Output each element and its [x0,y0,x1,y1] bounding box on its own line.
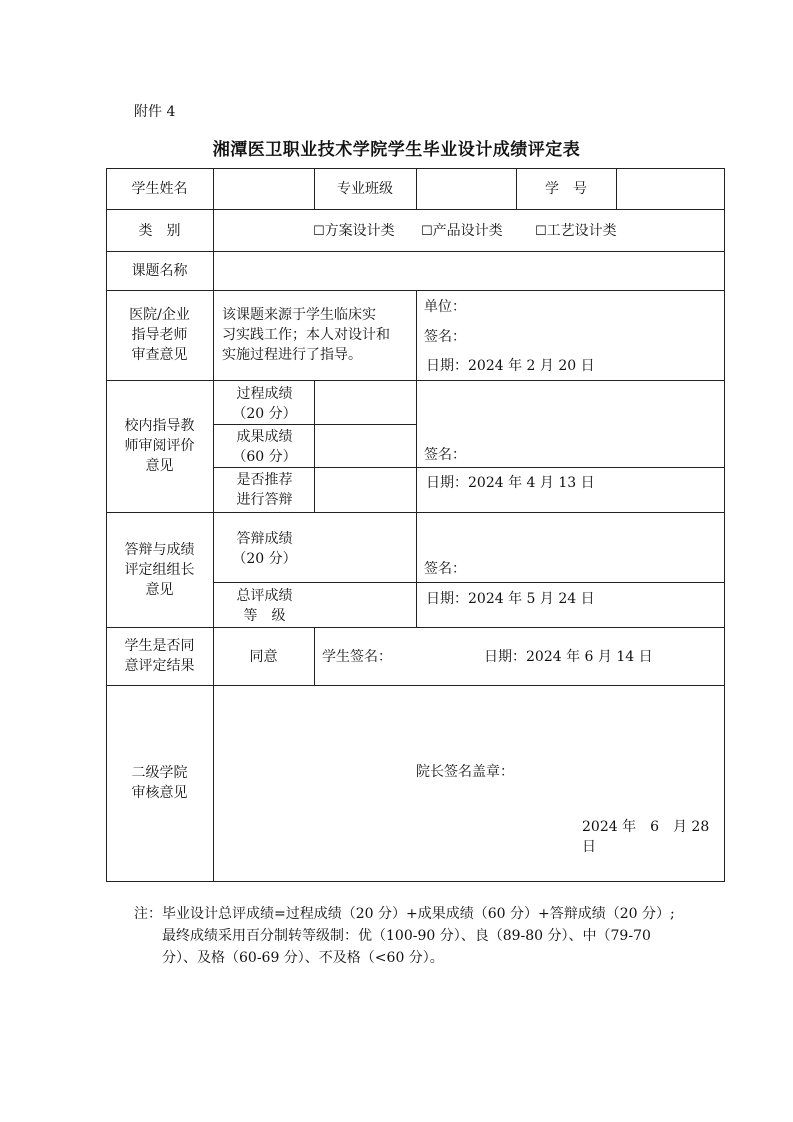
column-divider [416,290,417,380]
text-line: 该课题来源于学生临床实 [222,307,376,323]
category-label: 类 别 [138,223,181,239]
category-option-label: 产品设计类 [432,223,503,239]
student-id-label: 学 号 [545,181,587,197]
evaluation-table [106,168,725,882]
category-option-process[interactable] [535,221,617,242]
label-line: 答辩与成绩 [124,542,195,558]
review-date: 日期：2024 年 4 月 13 日 [426,475,595,491]
page-title: 湘潭医卫职业技术学院学生毕业设计成绩评定表 [212,140,581,160]
label-line: 二级学院 [131,765,188,781]
signature-label: 签名： [424,329,466,345]
recommend-defense-field[interactable] [318,470,414,506]
label-line: （20 分） [232,551,297,567]
category-option-scheme[interactable] [313,221,395,242]
result-score-label [213,427,316,467]
row-divider [106,209,725,210]
dean-signature-label: 院长签名盖章： [416,764,514,780]
label-line: 指导老师 [131,327,188,343]
footnote-line: 分）、及格（60-69 分）、不及格（<60 分）。 [162,950,444,966]
defense-score-field[interactable] [318,518,414,576]
label-line: 审查意见 [131,347,188,363]
category-option-label: 方案设计类 [324,223,395,239]
signature-label: 签名： [424,561,466,577]
checkbox-icon[interactable]: ☐ [313,224,325,239]
category-option-product[interactable] [421,221,503,242]
label-line: 审核意见 [131,785,188,801]
row-divider [106,627,725,628]
sub-row-divider [213,582,725,583]
label-line: 是否推荐 [236,472,293,488]
label-line: 答辩成绩 [236,531,293,547]
defense-review-label [106,540,213,600]
student-name-label: 学生姓名 [131,181,188,197]
student-signature-label: 学生签名： [322,649,392,665]
topic-field[interactable] [218,261,718,281]
footnote [134,903,754,969]
label-line: 校内指导教 [124,418,195,434]
label-line: 医院/企业 [129,307,190,323]
label-line: 总评成绩 [236,588,293,604]
signature-label: 签名： [424,447,466,463]
column-divider [416,512,417,627]
label-line: 学生是否同 [124,638,195,654]
column-divider [314,627,315,685]
process-score-field[interactable] [318,384,414,420]
column-divider [416,380,417,512]
major-class-label: 专业班级 [337,181,393,197]
checkbox-icon[interactable]: ☐ [421,224,433,239]
label-line: 等 级 [243,608,286,624]
footnote-line: 注：毕业设计总评成绩=过程成绩（20 分）+成果成绩（60 分）+答辩成绩（20 分）; [134,906,675,922]
major-class-field[interactable] [419,179,514,199]
total-grade-label [213,586,316,626]
category-option-label: 工艺设计类 [546,223,617,239]
hospital-review-text [222,305,414,365]
defense-score-label [213,529,316,569]
row-divider [106,251,725,252]
student-name-field[interactable] [216,179,312,199]
text-line: 习实践工作；本人对设计和 [222,327,390,343]
label-line: 意评定结果 [124,658,195,674]
label-line: 过程成绩 [236,386,293,402]
label-line: 评定组组长 [124,562,195,578]
column-divider [616,168,617,209]
recommend-defense-label [213,470,316,510]
label-line: 师审阅评价 [124,438,195,454]
footnote-line: 最终成绩采用百分制转等级制：优（100-90 分）、良（89-80 分）、中（79-70 [162,928,651,944]
agree-value: 同意 [249,649,278,665]
student-agree-label [106,636,213,676]
topic-label: 课题名称 [131,263,188,279]
column-divider [213,168,214,882]
school-review-label [106,416,213,476]
column-divider [416,168,417,209]
total-grade-field[interactable] [318,586,414,622]
student-id-field[interactable] [619,179,722,199]
label-line: 意见 [145,582,174,598]
label-line: （60 分） [232,449,297,465]
checkbox-icon[interactable]: ☐ [535,224,547,239]
label-line: （20 分） [232,406,297,422]
table-border-right [724,168,725,882]
unit-label: 单位： [424,299,466,315]
label-line: 成果成绩 [236,429,293,445]
college-review-date: 2024 年 6 月 28 日 [582,819,724,855]
college-review-label [106,763,213,803]
agree-date: 日期：2024 年 6 月 14 日 [484,649,653,665]
review-date: 日期：2024 年 5 月 24 日 [426,591,595,607]
row-divider [106,685,725,686]
label-line: 意见 [145,458,174,474]
label-line: 进行答辩 [236,492,293,508]
table-border-bottom [106,881,725,882]
process-score-label [213,384,316,424]
hospital-review-label [106,305,213,365]
review-date: 日期：2024 年 2 月 20 日 [426,358,595,374]
text-line: 实施过程进行了指导。 [222,347,362,363]
attachment-label: 附件 4 [134,104,176,120]
result-score-field[interactable] [318,427,414,463]
sub-row-divider [213,467,725,468]
